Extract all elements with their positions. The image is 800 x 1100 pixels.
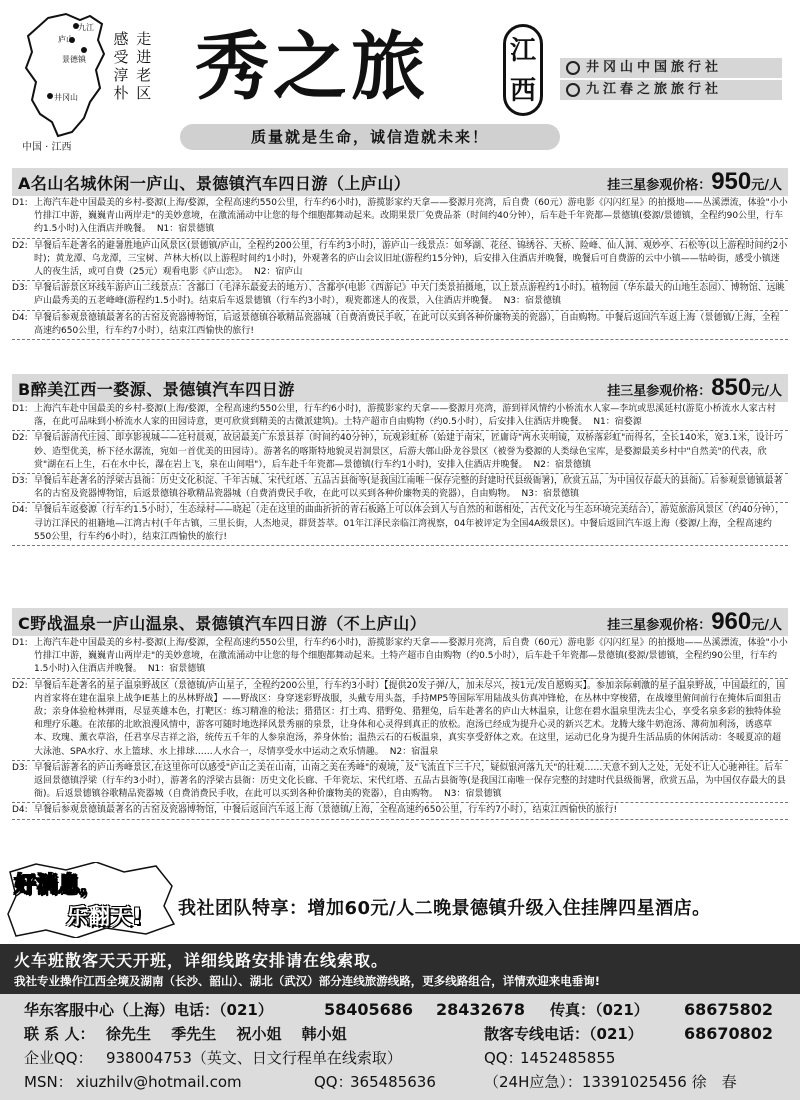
price-amount: 850 bbox=[711, 374, 752, 401]
qq2-label: QQ： bbox=[484, 1049, 523, 1067]
qq3-value[interactable]: 365485636 bbox=[350, 1073, 436, 1091]
jiangxi-map-icon bbox=[18, 10, 108, 140]
day-row: D1: 上海汽车赴中国最美的乡村-婺源(上海/婺源，全程高速约550公里，行车约6小时)，游揽影家约天拿——婺源月亮湾，游到祥风情约小桥流水人家—李坑或思溪延村(游览小桥流水人家古村落，在此可品味到小桥流水人家的田园诗意，更可欣赏到精美的古微派建筑)。土特产超市自由购物（约0.5小时），后安排入住酒店并晚餐。 N1：宿婺源 bbox=[12, 402, 788, 431]
side-slogan-col: 走进老区 bbox=[136, 30, 152, 102]
map-caption: 中国 · 江西 bbox=[22, 142, 72, 153]
tour-price: 挂三星参观价格：960元/人 bbox=[607, 608, 782, 635]
logo-region: 江西 bbox=[503, 24, 543, 116]
day-row: D1: 上海汽车赴中国最美的乡村-婺源(上海/婺源，全程高速约550公里，行车约6小时)，游揽影家约天拿——婺源月亮湾，后自费（60元）游电影《闪闪红星》的拍摄地——丛溪漂流，体验"小小竹排江中游，巍巍青山两岸走"的美妙意境，在激流涌动中让您的每个细胞都舞动起来。改期果景厂免费品茶（时间约40分钟），后车赴千年瓷都—景德镇(婺源/景德镇，全程约90公里，行车约1.5小时)入住酒店并晚餐。 N1：宿景德镇 bbox=[12, 196, 788, 239]
side-slogan-col: 感受淳朴 bbox=[113, 30, 129, 102]
service-phone[interactable]: 28432678 bbox=[436, 1000, 526, 1019]
tour-a bbox=[12, 168, 788, 340]
news-offer: 我社团队特享：增加60元/人二晚景德镇升级入住挂牌四星酒店。 bbox=[178, 898, 711, 919]
tour-header bbox=[12, 168, 788, 196]
itinerary bbox=[12, 196, 788, 340]
qq3-label: QQ： bbox=[314, 1073, 353, 1091]
map-city-label: 九江 bbox=[78, 23, 94, 32]
tour-header bbox=[12, 608, 788, 636]
tour-header bbox=[12, 374, 788, 402]
map-city-label: 井冈山 bbox=[54, 93, 78, 102]
msn-label: MSN： bbox=[24, 1073, 73, 1091]
msn-value[interactable]: xiuzhilv@hotmail.com bbox=[76, 1073, 242, 1091]
agency-logo-icon bbox=[566, 83, 580, 97]
agency-list bbox=[560, 58, 782, 102]
price-amount: 950 bbox=[711, 168, 752, 195]
contact-row bbox=[24, 1022, 776, 1046]
contact-row bbox=[24, 998, 776, 1022]
qq-label: 企业QQ： bbox=[24, 1049, 93, 1067]
day-row: D3: 早餐后车赴著名的浮梁古县衙：历史文化积淀、千年古城、宋代红塔、五品古县衙等(是我国江南唯一保存完整的封建时代县级衙署)，欣赏五品，为中国仅存最大的县衙)。后参观景德镇最著名的古窑及瓷器博物馆，后返景德镇谷歌精品瓷器城（自费消费民手收，在此可以买到各种价廉物美的瓷器），自由购物。 N3：宿景德镇 bbox=[12, 474, 788, 503]
tour-b bbox=[12, 374, 788, 546]
day-row: D2: 早餐后游清代庄园、即享影视城——廷村晨观，故居最美广东景县荐（时间约40分钟），玩观彩虹桥（始建于南宋，匠庸诗"两水夹明镜，双桥落彩虹"而得名，全长140米，宽3.1米，设计巧妙、造型优美，桥下径水潺流，宛如一首优美的田园诗）。游著名的喀斯特地貌灵岩洞景区，后游大鄣山卧龙谷景区（被誉为婺源的人类绿色宝库，是婺源最美乡村中"自然美"的代表，欣赏"湖在石上生，石在水中长，瀑在岩上飞，泉在山间唱"），后车赴千年瓷都—景德镇(行车约1小时)，安排入住酒店并晚餐。 N2：宿景德镇 bbox=[12, 431, 788, 474]
header bbox=[0, 0, 800, 160]
service-phone[interactable]: 58405686 bbox=[324, 1000, 414, 1019]
day-row: D3: 早餐后游景区环线车游庐山二线景点：含鄱口（毛泽东最爱去的地方）、含鄱亭(电影《西游记》中天门类景拍摄地，以上景点游程约1小时)。植物园（华东最大的山地生态园）、博物馆、远眺庐山最秀美的五老峰峰(游程约1.5小时)。结束后车返景德镇（行车约3小时），观瓷都迷人的夜景，入住酒店并晚餐。 N3：宿景德镇 bbox=[12, 281, 788, 310]
train-subtext: 我社专业操作江西全境及湖南（长沙、韶山）、湖北（武汉）部分连线旅游线路，更多线路组合，详情欢迎来电垂询! bbox=[14, 974, 600, 988]
itinerary bbox=[12, 636, 788, 820]
map-city-label: 景德镇 bbox=[62, 55, 86, 64]
tour-title: C野战温泉一庐山温泉、景德镇汽车四日游（不上庐山） bbox=[18, 613, 427, 633]
tour-title: A名山名城休闲一庐山、景德镇汽车四日游（上庐山） bbox=[18, 173, 411, 193]
agency-item: 九江春之旅旅行社 bbox=[560, 80, 782, 100]
contact-panel bbox=[0, 994, 800, 1100]
hotline-label: 散客专线电话：（021） bbox=[484, 1025, 643, 1043]
train-banner bbox=[0, 944, 800, 994]
contact-row bbox=[24, 1070, 776, 1094]
day-row: D4: 早餐后参观景德镇最著名的古窑及瓷器博物馆，后返景德镇谷歌精品瓷器城（自费消费民手收，在此可以买到各种价廉物美的瓷器），自由购物。中餐后返回汽车返上海（景德镇/上海，全程高速约650公里，行车约7小时），结束江西愉快的旅行! bbox=[12, 311, 788, 340]
agency-item: 井冈山中国旅行社 bbox=[560, 58, 782, 78]
logo-title: 秀之旅 bbox=[195, 24, 429, 110]
price-amount: 960 bbox=[711, 608, 752, 635]
map-city-label: 庐山 bbox=[58, 35, 74, 44]
qq2-value[interactable]: 1452485855 bbox=[520, 1049, 616, 1067]
tour-c bbox=[12, 608, 788, 820]
contacts-names: 徐先生 季先生 祝小姐 韩小姐 bbox=[106, 1025, 347, 1043]
emergency-line[interactable]: （24H应急）：13391025456 徐 春 bbox=[484, 1073, 737, 1091]
day-row: D1: 上海汽车赴中国最美的乡村-婺源(上海/婺源，全程高速约550公里，行车约6小时)，游揽影家约天拿——婺源月亮湾，后自费（60元）游电影《闪闪红星》的拍摄地——丛溪漂流，体验"小小竹排江中游，巍巍青山两岸走"的美妙意境，在激流涌动中让您的每个细胞都舞动起来。土特产超市自由购物（约0.5小时），后车赴千年瓷都—景德镇(婺源/景德镇，全程约90公里，行车约1.5小时)入住酒店并晚餐。 N1：宿景德镇 bbox=[12, 636, 788, 679]
tour-title: B醉美江西一婺源、景德镇汽车四日游 bbox=[18, 379, 295, 399]
day-row: D3: 早餐后游著名的庐山秀峰景区,在这里你可以感受"庐山之美在山南，山南之美在秀峰"的观境，及"飞流直下三千尺，疑似银河落九天"的壮观……天意不到人之处，无处不让人心驰神往。后车返回景德镇浮梁（行车约3小时），游著名的浮梁古县衙：历史文化长廊、千年瓷坛、宋代红塔、五品古县衙等(是我国江南唯一保存完整的封建时代县级衙署，欣赏五品，为中国仅存最大的县衙)。后返景德镇谷歌精品瓷器城（自费消费民手收，在此可以买到各种价廉物美的瓷器），自由购物。 N3：宿景德镇 bbox=[12, 761, 788, 804]
tour-price: 挂三星参观价格：950元/人 bbox=[607, 168, 782, 195]
contact-row bbox=[24, 1046, 776, 1070]
tour-price: 挂三星参观价格：850元/人 bbox=[607, 374, 782, 401]
news-headline: 好消息， bbox=[14, 873, 103, 898]
qq-value[interactable]: 938004753（英文、日文行程单在线索取） bbox=[106, 1049, 402, 1067]
day-row: D4: 早餐后车返婺源（行车约1.5小时），生态绿村——晓起（走在这里的曲曲折折的青石板路上可以体会到人与自然的和谐相处，古代文化与生态环境完美结合），游览旅游风景区（约40分钟），寻访江泽民的祖籍地—江湾古村(千年古镇，三里长街，人杰地灵，群贤荟萃。01年江泽民亲临江湾视察，04年被评定为全国4A级景区)。中餐后返回汽车返上海（婺源/上海，全程高速约550公里，行车约6小时），结束江西愉快的旅行! bbox=[12, 503, 788, 546]
fax-label: 传真：（021） bbox=[550, 1001, 649, 1019]
day-row: D2: 早餐后车赴著名的星子温泉野战区（景德镇/庐山星子，全程约200公里，行车约3小时）【提供20发子弹/人，加未尽兴，按1元/发自愿购买】。参加亲际刺激的星子温泉野战，中国最红的，国内首家将在建在温泉上战争IE基上的丛林野战】——野战区：身穿迷彩野战服，头戴专用头盔，手持MP5等国际军用陆战头仿真冲锋枪，在丛林中穿梭猎，在战壕里俯间前行在掩体后面狙击敌；亲身体验枪林弹雨，尽显英雄本色，打靶区：练习精准的枪法；猎猎区：打土鸡、猎野兔、猎狸兔，后车赴著名的庐山大林温泉，让您在碧水温泉里洗去尘心，享受名泉多彩的独特体验和理疗乐趣。在浓郁的北欧浪漫风情中，游客可随时地选择风景秀丽的泉景，让身体和心灵得到真正的放松。泡汤已经成为提升心灵的新兴艺术。龙腾大缘牛奶泡汤、薄荷加利汤，诱惑草本、玫瑰、薰衣草浴，任君享尽吉祥之浴，统传五千年的人参泉泡汤，养身休怡；温热云石的石板温泉，真实享受舒体之欢。在这里，运动已化身为提升生活品质的休闲活动：冬暖夏凉的超大泳池、SPA水疗、水上篮球、水上排球……人水合一，尽情享受水中运动之欢乐情趣。 N2：宿温泉 bbox=[12, 679, 788, 761]
service-label: 华东客服中心（上海）电话：（021） bbox=[24, 1001, 273, 1019]
contacts-label: 联 系 人： bbox=[24, 1025, 95, 1043]
news-headline: 乐翻天! bbox=[66, 905, 143, 930]
day-row: D2: 早餐后车赴著名的避暑胜地庐山风景区(景德镇/庐山，全程约200公里，行车约3小时)，游庐山一线景点：如琴湖、花径、锦绣谷、天桥、险峰、仙人洞、观妙亭、石松等(以上游程时间约2小时)；黄龙潭、乌龙潭，三宝树、芦林大桥(以上游程时间约1小时)，外观著名的庐山会议旧址(游程约15分钟)，后安排入住酒店并晚餐，晚餐后可自费游的云中小镇——牯岭街，感受小镇迷人的夜生活，或可自费（25元）观看电影《庐山恋》。 N2：宿庐山 bbox=[12, 239, 788, 282]
train-headline: 火车班散客天天开班，详细线路安排请在线索取。 bbox=[14, 951, 389, 970]
fax-number[interactable]: 68675802 bbox=[684, 1000, 774, 1019]
day-row: D4: 早餐后参观景德镇最著名的古窑及瓷器博物馆，中餐后返回汽车返上海（景德镇/上海，全程高速约650公里，行车约7小时），结束江西愉快的旅行! bbox=[12, 803, 788, 819]
agency-logo-icon bbox=[566, 61, 580, 75]
quality-slogan: 质量就是生命，诚信造就未来！ bbox=[180, 124, 560, 150]
hotline-number[interactable]: 68670802 bbox=[684, 1024, 774, 1043]
side-slogan bbox=[112, 30, 153, 102]
news-banner bbox=[6, 862, 794, 938]
itinerary bbox=[12, 402, 788, 546]
